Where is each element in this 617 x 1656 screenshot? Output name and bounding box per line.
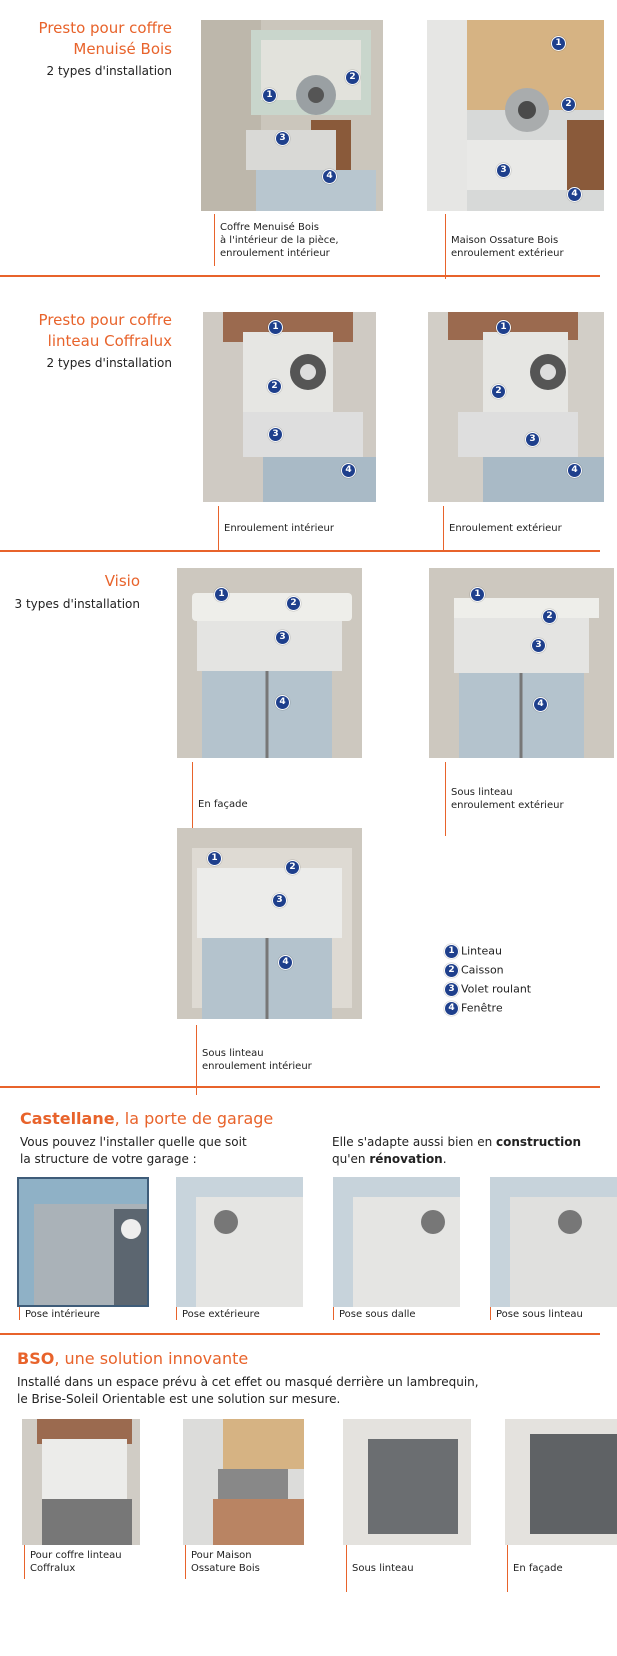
section-title-bso [17,1349,248,1368]
product-image-bso-sous-linteau [343,1419,471,1545]
text-line: Installé dans un espace prévu à cet effet ou masqué derrière un lambrequin, [17,1375,479,1389]
caption-line: enroulement intérieur [220,248,330,259]
text-emphasis: construction [496,1135,582,1149]
product-image-bso-maison-ossature-bois [183,1419,304,1545]
caption-line: Sous linteau [202,1048,264,1059]
castellane-left-text [20,1134,247,1168]
badge-4: 4 [278,955,293,970]
legend-item [444,1001,503,1016]
section-title-visio: Visio [104,572,140,590]
title-line: Presto pour coffre [38,19,172,37]
section-title-presto-coffralux [2,310,172,352]
caption-line: Pour Maison [191,1550,252,1561]
caption-line: Ossature Bois [191,1563,260,1574]
badge-2: 2 [345,70,360,85]
text-line: Vous pouvez l'installer quelle que soit [20,1135,247,1149]
legend-label: Linteau [461,944,502,958]
caption-line: Sous linteau [451,787,513,798]
badge-4: 4 [444,1001,459,1016]
product-image-pose-sous-linteau [490,1177,617,1307]
caption-enroulement-exterieur: Enroulement extérieur [443,506,562,552]
badge-2: 2 [542,609,557,624]
text-span: . [442,1152,447,1166]
badge-3: 3 [275,630,290,645]
castellane-right-text [332,1134,581,1168]
caption-line: Maison Ossature Bois [451,235,559,246]
caption-line: à l'intérieur de la pièce, [220,235,339,246]
section-subtitle: 3 types d'installation [14,597,140,611]
badge-2: 2 [267,379,282,394]
title-line: Presto pour coffre [38,311,172,329]
section-divider [0,550,600,552]
title-line: Menuisé Bois [73,40,172,58]
product-image-coffre-menuise-bois [201,20,383,211]
product-image-pose-interieure [17,1177,149,1307]
section-divider [0,1086,600,1088]
badge-2: 2 [285,860,300,875]
product-image-visio-sous-linteau-exterieur [429,568,614,758]
badge-3: 3 [275,131,290,146]
legend-label: Caisson [461,963,504,977]
caption-line: enroulement extérieur [451,248,564,259]
caption-pose-sous-linteau: Pose sous linteau [490,1307,583,1320]
legend-item [444,982,531,997]
badge-1: 1 [551,36,566,51]
caption-line: Pour coffre linteau [30,1550,122,1561]
caption-enroulement-interieur: Enroulement intérieur [218,506,334,552]
caption-line: enroulement extérieur [451,800,564,811]
badge-2: 2 [561,97,576,112]
badge-4: 4 [533,697,548,712]
section-subtitle: 2 types d'installation [46,64,172,78]
section-title-castellane [20,1109,273,1128]
caption-bso-sous-linteau: Sous linteau [346,1545,414,1592]
product-name: Castellane [20,1109,115,1128]
title-line: linteau Coffralux [47,332,172,350]
legend-item [444,963,504,978]
caption-pose-interieure: Pose intérieure [19,1307,100,1320]
badge-4: 4 [341,463,356,478]
caption-visio-sous-linteau-interieur [196,1025,312,1095]
caption-bso-en-facade: En façade [507,1545,563,1592]
caption-coffre-menuise-bois [214,214,339,266]
badge-2: 2 [491,384,506,399]
legend-label: Fenêtre [461,1001,503,1015]
caption-line: enroulement intérieur [202,1061,312,1072]
product-image-bso-en-facade [505,1419,617,1545]
text-line: le Brise-Soleil Orientable est une solution sur mesure. [17,1392,341,1406]
caption-pose-exterieure: Pose extérieure [176,1307,260,1320]
badge-1: 1 [214,587,229,602]
badge-3: 3 [525,432,540,447]
badge-3: 3 [272,893,287,908]
section-divider [0,1333,600,1335]
product-name: BSO [17,1349,55,1368]
badge-4: 4 [567,463,582,478]
product-tagline: , la porte de garage [114,1109,274,1128]
badge-3: 3 [496,163,511,178]
text-line [332,1151,581,1168]
section-title-presto-bois [2,18,172,60]
badge-3: 3 [444,982,459,997]
text-emphasis: rénovation [369,1152,443,1166]
badge-1: 1 [268,320,283,335]
badge-4: 4 [275,695,290,710]
legend-label: Volet roulant [461,982,532,996]
bso-text [17,1374,479,1408]
product-image-bso-coffre-linteau-coffralux [22,1419,140,1545]
badge-2: 2 [286,596,301,611]
badge-2: 2 [444,963,459,978]
text-span: Elle s'adapte aussi bien en [332,1135,497,1149]
badge-3: 3 [268,427,283,442]
caption-line: Coffralux [30,1563,76,1574]
section-divider [0,275,600,277]
badge-4: 4 [567,187,582,202]
text-line [332,1134,581,1151]
badge-4: 4 [322,169,337,184]
caption-bso-ossature-bois [185,1545,260,1579]
legend-item [444,944,502,959]
product-image-visio-en-facade [177,568,362,758]
caption-bso-coffre-linteau [24,1545,122,1579]
text-span: qu'en [332,1152,370,1166]
badge-1: 1 [262,88,277,103]
product-image-pose-sous-dalle [333,1177,460,1307]
badge-3: 3 [531,638,546,653]
text-line: la structure de votre garage : [20,1152,197,1166]
caption-visio-sous-linteau-exterieur [445,762,564,836]
product-image-visio-sous-linteau-interieur [177,828,362,1019]
product-image-pose-exterieure [176,1177,303,1307]
badge-1: 1 [207,851,222,866]
badge-1: 1 [496,320,511,335]
product-image-maison-ossature-bois [427,20,604,211]
caption-line: Coffre Menuisé Bois [220,222,319,233]
badge-1: 1 [470,587,485,602]
product-tagline: , une solution innovante [54,1349,249,1368]
caption-visio-en-facade: En façade [192,762,248,848]
section-subtitle: 2 types d'installation [46,356,172,370]
caption-maison-ossature-bois [445,214,564,279]
badge-1: 1 [444,944,459,959]
caption-pose-sous-dalle: Pose sous dalle [333,1307,416,1320]
